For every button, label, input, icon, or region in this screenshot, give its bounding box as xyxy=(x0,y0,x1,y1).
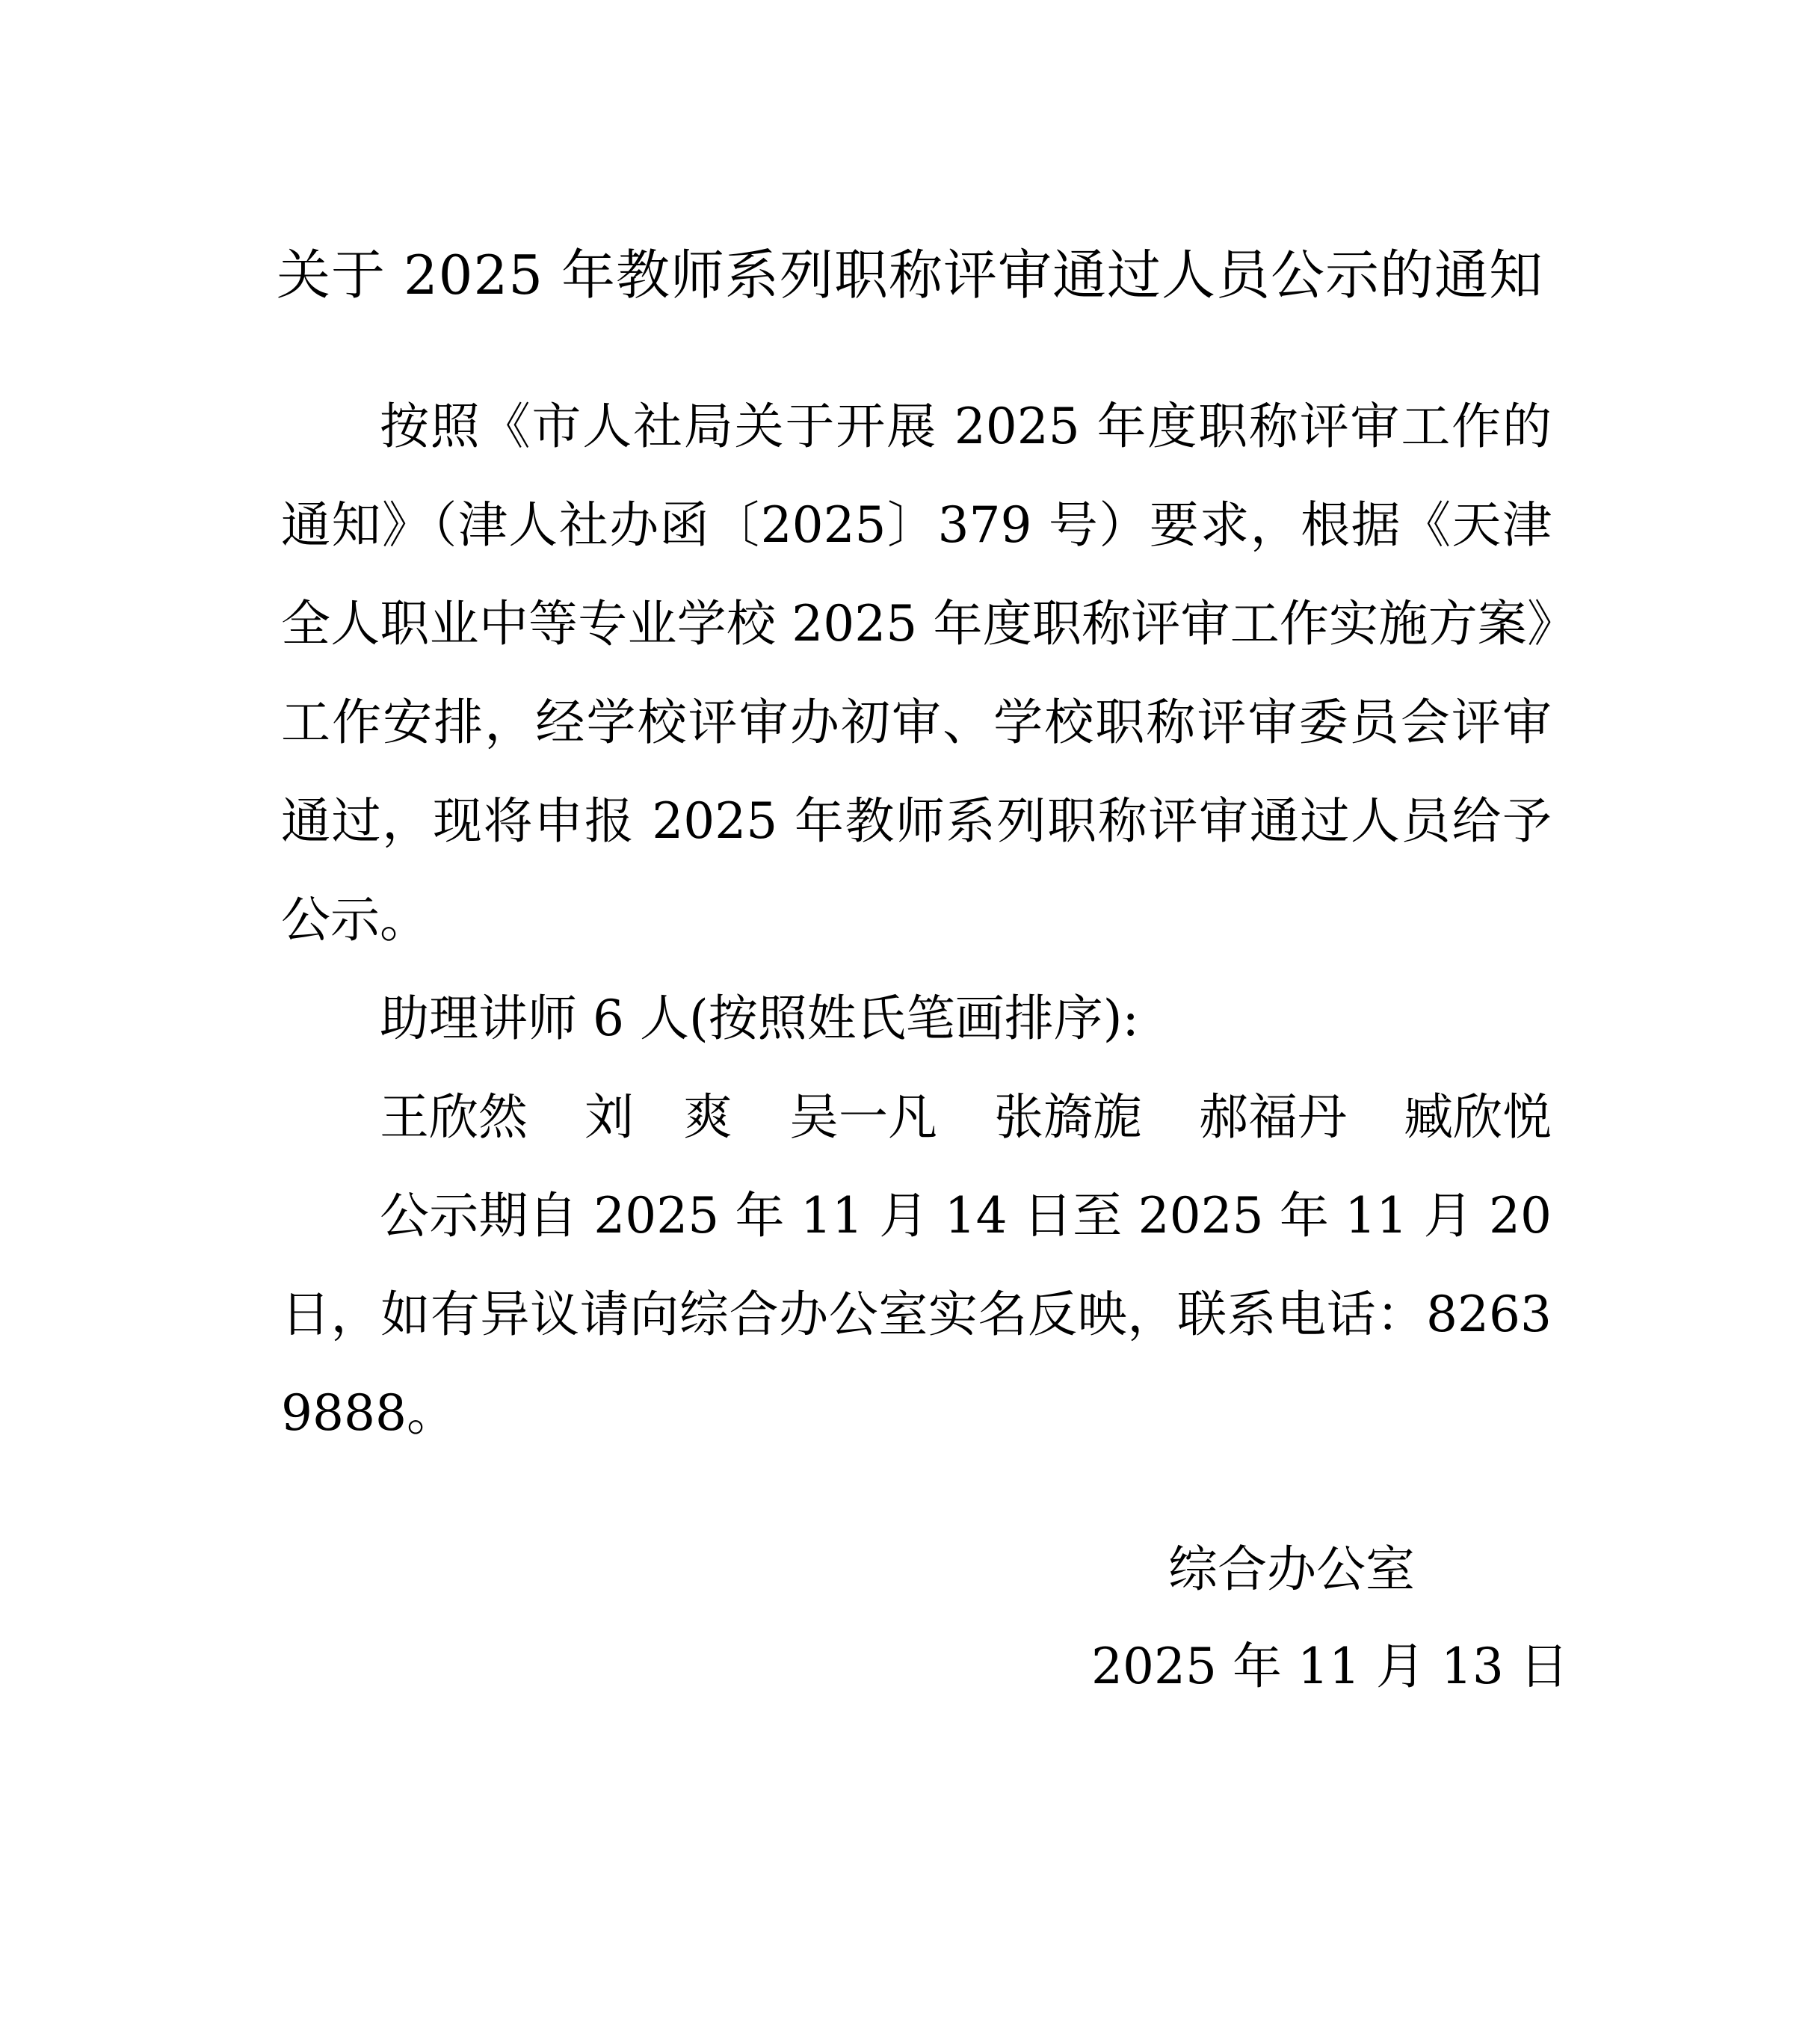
signature-org: 综合办公室 xyxy=(1168,1540,1415,1598)
name-item: 吴一凡 xyxy=(789,1088,937,1146)
name-item: 臧欣悦 xyxy=(1404,1088,1552,1146)
name-item: 刘 爽 xyxy=(584,1088,732,1146)
period-paragraph: 公示期自 2025 年 11 月 14 日至 2025 年 11 月 20 日，如有异议请向综合办公室实名反映，联系电话：82639888。 xyxy=(281,1187,1552,1442)
document-body xyxy=(281,377,1552,1463)
document-title: 关于 2025 年教师系列职称评审通过人员公示的通知 xyxy=(276,244,1543,306)
name-item: 王欣然 xyxy=(380,1088,528,1146)
category-line: 助理讲师 6 人(按照姓氏笔画排序): xyxy=(380,990,1139,1047)
name-item: 郝福丹 xyxy=(1199,1088,1347,1146)
intro-paragraph: 按照《市人社局关于开展 2025 年度职称评审工作的通知》（津人社办函〔2025〕379 号）要求，根据《天津全人职业中等专业学校 2025 年度职称评审工作实施方案》工作安排，经学校评审办初审、学校职称评审委员会评审通过，现将申报 2025 年教师系列职称评审通过人员给予公示。 xyxy=(281,398,1552,948)
signature-date: 2025 年 11 月 13 日 xyxy=(1091,1638,1569,1695)
names-list xyxy=(281,1068,1552,1167)
name-item: 张旖旎 xyxy=(994,1088,1142,1146)
